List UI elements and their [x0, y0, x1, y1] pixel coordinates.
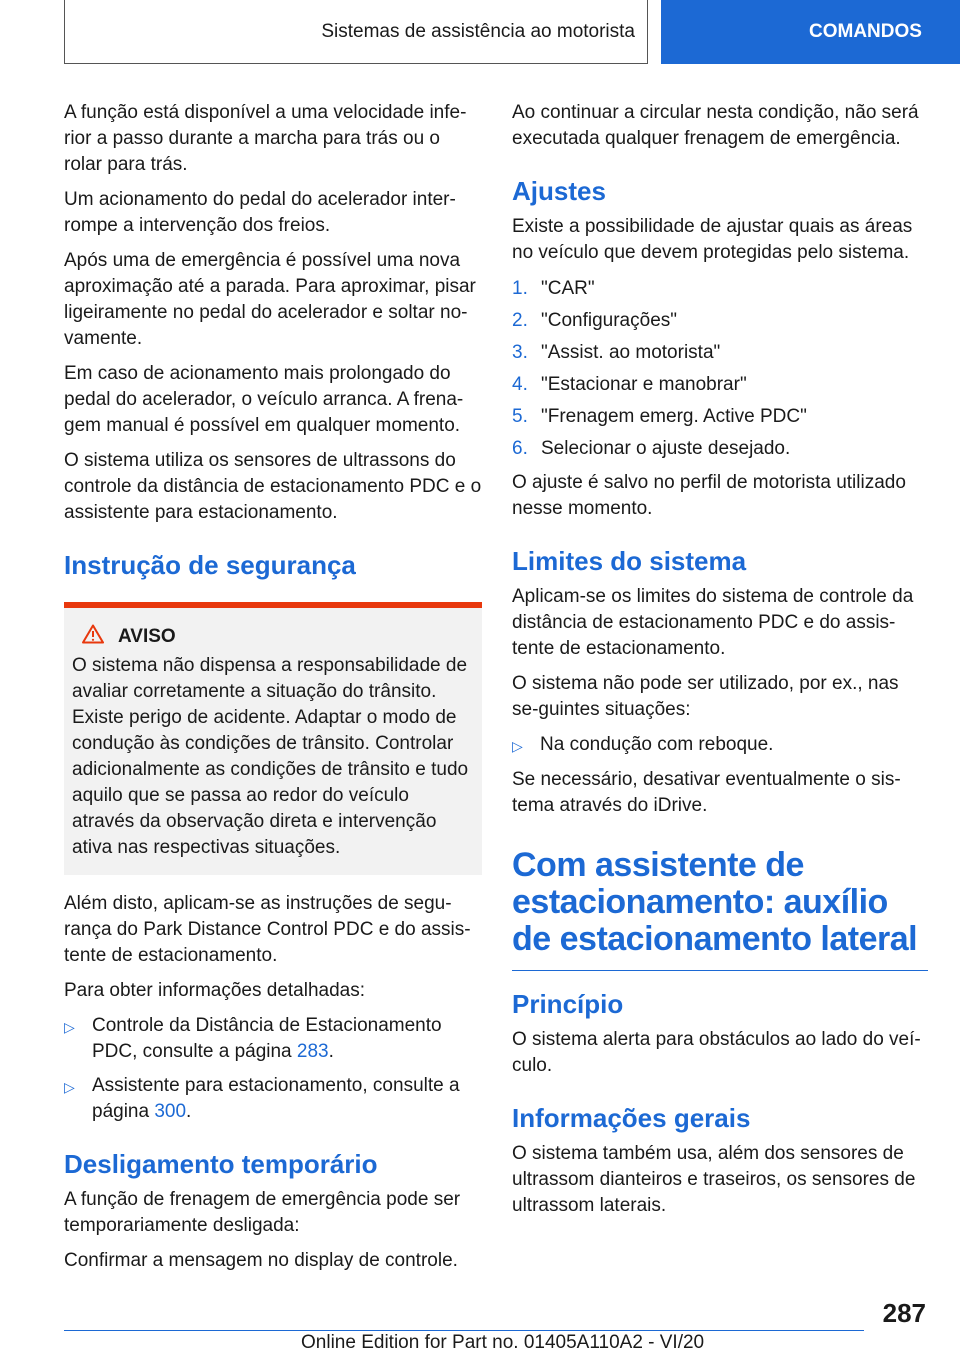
- settings-steps: [512, 276, 928, 462]
- step-text: "CAR": [541, 278, 595, 299]
- warning-title: AVISO: [118, 625, 176, 647]
- principle-heading: Princípio: [512, 989, 624, 1019]
- left-column: [64, 100, 482, 1283]
- step-number: 1.: [512, 278, 528, 299]
- reference-list: [64, 1013, 482, 1125]
- main-heading: Com assistente de estacionamento: auxílio de estacionamento lateral: [512, 846, 918, 958]
- triangle-right-icon: ▷: [64, 1019, 75, 1035]
- triangle-right-icon: ▷: [64, 1079, 75, 1095]
- list-item-label: Assistente para estacionamento, consulte a página: [92, 1075, 460, 1122]
- step-item: [512, 372, 928, 398]
- list-item-text: [92, 1013, 482, 1065]
- general-info-heading: Informações gerais: [512, 1103, 751, 1133]
- list-item: [512, 732, 928, 759]
- step-item: [512, 276, 928, 302]
- step-text: "Frenagem emerg. Active PDC": [541, 406, 807, 427]
- right-column: [512, 100, 928, 1228]
- list-item-suffix: .: [328, 1041, 334, 1062]
- step-text: "Assist. ao motorista": [541, 342, 721, 363]
- tab-label: COMANDOS: [809, 21, 922, 42]
- warning-box: [64, 602, 482, 875]
- paragraph: Se necessário, desativar eventualmente o sis-tema através do iDrive.: [512, 769, 901, 816]
- step-number: 4.: [512, 374, 528, 395]
- paragraph: O sistema também usa, além dos sensores de ultrassom dianteiros e traseiros, os sensores de ultrassom laterais.: [512, 1143, 916, 1216]
- temporary-disable-heading: Desligamento temporário: [64, 1149, 378, 1179]
- triangle-right-icon: ▷: [512, 738, 523, 754]
- step-text: "Configurações": [541, 310, 678, 331]
- footer-divider: [64, 1330, 864, 1331]
- step-text: Selecionar o ajuste desejado.: [541, 438, 791, 459]
- safety-heading: Instrução de segurança: [64, 550, 356, 580]
- heading-rule: [512, 970, 928, 971]
- step-number: 2.: [512, 310, 528, 331]
- list-item-suffix: .: [186, 1101, 192, 1122]
- step-number: 6.: [512, 438, 528, 459]
- paragraph: Para obter informações detalhadas:: [64, 980, 366, 1001]
- warning-text: O sistema não dispensa a responsabilidade de avaliar corretamente a situação do trânsito. Existe perigo de acidente. Adaptar o modo de condução às condições de trânsito. Controlar adicionalmente as condições de trânsito e tudo aquilo que se passa ao redor do veículo através da observação direta e intervenção ativa nas respectivas situações.: [72, 655, 469, 858]
- step-number: 3.: [512, 342, 528, 363]
- situations-list: [512, 732, 928, 759]
- paragraph: Em caso de acionamento mais prolongado do pedal do acelerador, o veículo arranca. A frena-gem manual é possível em qualquer momento.: [64, 363, 464, 436]
- step-item: [512, 308, 928, 334]
- header-section-title: [64, 0, 648, 64]
- page-link-300[interactable]: 300: [154, 1101, 187, 1122]
- section-title: Sistemas de assistência ao motorista: [321, 20, 635, 42]
- paragraph: Confirmar a mensagem no display de controle.: [64, 1250, 458, 1271]
- paragraph: Aplicam-se os limites do sistema de controle da distância de estacionamento PDC e do assis-tente de estacionamento.: [512, 586, 914, 659]
- list-item-label: Controle da Distância de Estacionamento PDC, consulte a página: [92, 1015, 442, 1062]
- warning-header: [82, 624, 474, 649]
- paragraph: A função está disponível a uma velocidade infe-rior a passo durante a marcha para trás ou o rolar para trás.: [64, 102, 467, 175]
- step-item: [512, 436, 928, 462]
- page-link-283[interactable]: 283: [296, 1041, 329, 1062]
- list-item: [64, 1013, 482, 1065]
- paragraph: O sistema alerta para obstáculos ao lado do veí-culo.: [512, 1029, 921, 1076]
- paragraph: Após uma de emergência é possível uma nova aproximação até a parada. Para aproximar, pisar ligeiramente no pedal do acelerador e soltar no-vamente.: [64, 250, 476, 349]
- list-item-text: [92, 1073, 482, 1125]
- step-number: 5.: [512, 406, 528, 427]
- warning-triangle-icon: [82, 624, 104, 649]
- step-item: [512, 340, 928, 366]
- paragraph: Ao continuar a circular nesta condição, não será executada qualquer frenagem de emergência.: [512, 102, 919, 149]
- paragraph: O sistema utiliza os sensores de ultrassons do controle da distância de estacionamento PDC e o assistente para estacionamento.: [64, 450, 482, 523]
- paragraph: Existe a possibilidade de ajustar quais as áreas no veículo que devem protegidas pelo sistema.: [512, 216, 913, 263]
- settings-heading: Ajustes: [512, 176, 606, 206]
- paragraph: Além disto, aplicam-se as instruções de segu-rança do Park Distance Control PDC e do assis-tente de estacionamento.: [64, 893, 471, 966]
- limits-heading: Limites do sistema: [512, 546, 747, 576]
- page-number: 287: [882, 1298, 926, 1328]
- step-item: [512, 404, 928, 430]
- footer-edition: Online Edition for Part no. 01405A110A2 - VI/20: [301, 1332, 705, 1353]
- paragraph: Um acionamento do pedal do acelerador inter-rompe a intervenção dos freios.: [64, 189, 456, 236]
- step-text: "Estacionar e manobrar": [541, 374, 747, 395]
- list-item-text: Na condução com reboque.: [540, 734, 774, 755]
- paragraph: O sistema não pode ser utilizado, por ex., nas se-guintes situações:: [512, 673, 899, 720]
- list-item: [64, 1073, 482, 1125]
- paragraph: O ajuste é salvo no perfil de motorista utilizado nesse momento.: [512, 472, 906, 519]
- paragraph: A função de frenagem de emergência pode ser temporariamente desligada:: [64, 1189, 461, 1236]
- header-tab-comandos[interactable]: [661, 0, 960, 64]
